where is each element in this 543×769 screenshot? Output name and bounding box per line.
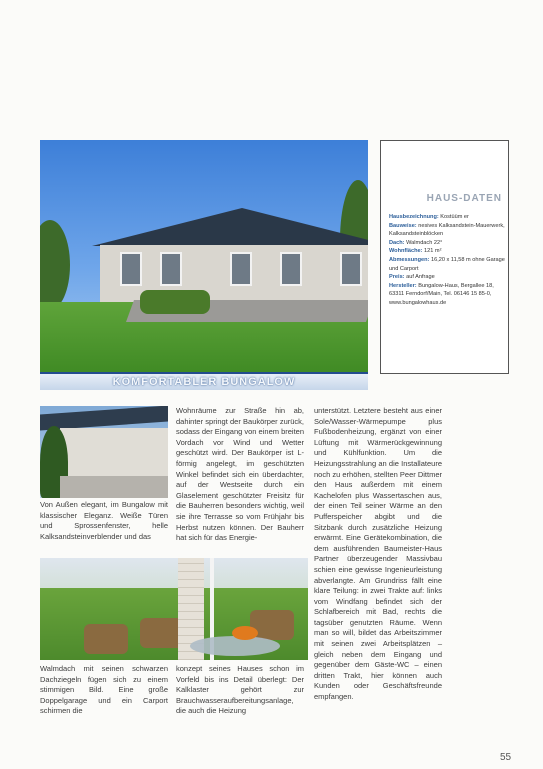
window [160,252,182,286]
house-data-rows [389,213,505,308]
window [340,252,362,286]
house-data-box [380,140,509,374]
body-text-column-1: Walmdach mit seinen schwarzen Dachziegeln fügen sich zu einem stimmigen Bild. Eine große Doppelgarage und ein Carport schirmen die [40,664,168,716]
body-text-column-2-end: konzept seines Hauses schon im Vorfeld bis ins Detail überlegt: Der Kalklaster gehört zur Brauchwasseraufbereitungsanlage, die auch die Heizung [176,664,304,716]
flower-bed [140,290,210,314]
window [280,252,302,286]
house-data-row: Preis: auf Anfrage [389,274,435,281]
body-text-column-3: unterstützt. Letztere besteht aus einer Sole/Wasser-Wärmepumpe plus Fußbodenheizung, ergänzt von einer Lüftung mit Wärmerückgewinnung und Kühlfunktion. Um die Heizungsstrahlung an die Installateure noch zu erhöhen, stellten Peer Dittmer den Haus außerdem mit einem Kachelofen plus Wassertaschen aus, der einen Teil seiner Wärme an den Pufferspeicher abgibt und die Sitzbank durch zusätzliche Heizung erwärmt. Eine Gerätekombination, die dem ausführenden Baumeister-Haus Partner überzeugender Massivbau schien eine gewisse Ingenieurleistung abverlangte. Am Grundriss fällt eine klare Teilung: in zwei Trakte auf: links vom Windfang befindet sich der Schlafbereich mit Bad, rechts die tagsüber genutzten Räume. Wenn man so will, bildet das Arbeitszimmer mit seinen zwei Arbeitsplätzen – gleich neben dem Eingang und gegenüber dem Gäste-WC – einen dritten Trakt, hier können auch Kunden oder Geschäftsfreunde empfangen. [314,406,442,702]
paving [60,476,168,498]
house-data-row: Bauweise: nesives Kalksandstein-Mauerwerk, Kalksandsteinblöcken [389,222,505,238]
house-wall [60,428,168,476]
glass-table [190,636,280,656]
photo-caption-small: Von Außen elegant, im Bungalow mit klassischer Eleganz. Weiße Türen und Sprossenfenster, helle Kalksandsteinverblender und das [40,500,168,541]
window [230,252,252,286]
chair [84,624,128,654]
page-number: 55 [500,752,512,763]
house-data-row: Abmessungen: 16,20 x 11,58 m ohne Garage und Carport [389,256,505,272]
tree-left [40,220,70,310]
fruit-bowl [232,626,258,640]
photo-caption: KOMFORTABLER BUNGALOW [112,376,296,388]
roof [40,406,168,430]
house-data-row: Hersteller: Bungalow-Haus, Bergallee 18, 63311 Ferndorf/Main, Tel. 06146 15 85-0, www.bungalowhaus.de [389,282,494,306]
house-data-heading: HAUS-DATEN [426,193,502,204]
photo-interior-view [40,558,308,660]
photo-caption-bar [40,372,368,390]
house-data-row: Wohnfläche: 121 m² [389,248,442,255]
hero-photo-bungalow [40,140,368,374]
photo-terrace [40,406,168,498]
house-data-row: Hausbezeichnung: Kostüüm er [389,214,469,220]
house-data-row: Dach: Walmdach 22° [389,239,443,246]
body-text-column-2: Wohnräume zur Straße hin ab, dahinter springt der Baukörper zurück, sodass der Eingang von einem breiten Vordach vor Wind und Wetter geschützt wird. Der Baukörper ist L-förmig angelegt, im geschützten Winkel befindet sich ein überdachter, auf der Westseite durch ein Glaselement geschützter Freisitz für die Bauherren besonders wichtig, weil sie ihre Terrasse so vom Frühjahr bis Herbst nutzen können. Der Bauherr hat sich für das Energie- [176,406,304,543]
roof [92,208,368,246]
window [120,252,142,286]
